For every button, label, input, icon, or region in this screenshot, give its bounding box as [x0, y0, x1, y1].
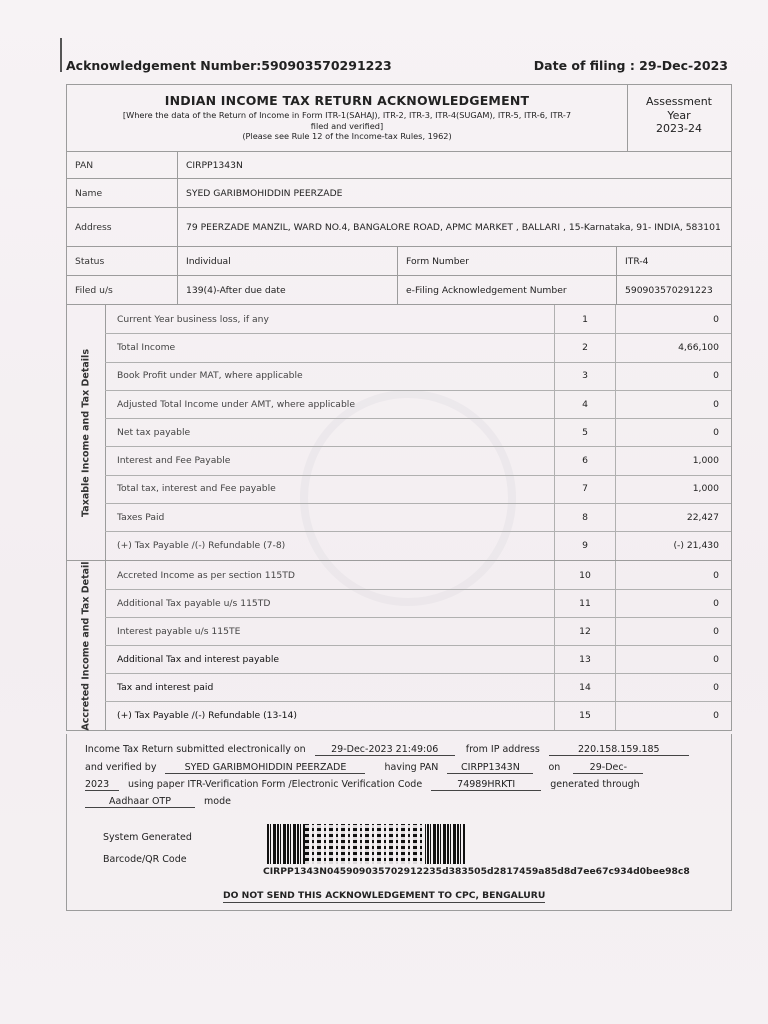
row-value: 4,66,100 [678, 341, 719, 353]
row-number: 3 [554, 362, 616, 390]
accreted-income-section [67, 561, 731, 730]
table-row [105, 645, 731, 674]
table-row [105, 503, 731, 532]
table-row [105, 589, 731, 618]
row-value: 0 [713, 370, 719, 382]
efiling-number: 590903570291223 [616, 276, 731, 304]
ip-address: 220.158.159.185 [549, 744, 689, 756]
row-description: Taxes Paid [117, 511, 165, 523]
row-number: 4 [554, 390, 616, 418]
row-number: 1 [554, 305, 616, 333]
row-value: 22,427 [686, 511, 719, 523]
table-row [105, 390, 731, 419]
row-value: 0 [713, 398, 719, 410]
row-value: 1,000 [692, 483, 719, 495]
status-row: Status Individual Form Number ITR-4 [67, 247, 731, 276]
row-description: (+) Tax Payable /(-) Refundable (13-14) [117, 710, 297, 722]
pan-row: PAN CIRPP1343N [67, 152, 731, 179]
acknowledgement-number: Acknowledgement Number:590903570291223 [66, 58, 392, 73]
name-value: SYED GARIBMOHIDDIN PEERZADE [177, 179, 731, 207]
taxable-section-label: Taxable Income and Tax Details [80, 348, 92, 517]
row-value: 0 [713, 597, 719, 609]
form-number: ITR-4 [616, 247, 731, 275]
table-row [105, 531, 731, 559]
verification-date: 29-Dec- [573, 762, 643, 774]
row-value: 0 [713, 569, 719, 581]
table-row [105, 475, 731, 504]
verification-pan: CIRPP1343N [447, 762, 533, 774]
table-row [105, 305, 731, 334]
filed-value: 139(4)-After due date [177, 276, 397, 304]
row-description: Additional Tax payable u/s 115TD [117, 597, 271, 609]
row-value: 0 [713, 426, 719, 438]
row-description: Book Profit under MAT, where applicable [117, 370, 303, 382]
row-description: Additional Tax and interest payable [117, 653, 280, 665]
filed-row: Filed u/s 139(4)-After due date e-Filing Acknowledgement Number 590903570291223 [67, 276, 731, 305]
table-row [105, 447, 731, 476]
row-description: Tax and interest paid [117, 681, 214, 693]
pan-value: CIRPP1343N [177, 152, 731, 178]
taxable-income-section [67, 305, 731, 561]
date-of-filing: Date of filing : 29-Dec-2023 [533, 58, 728, 73]
row-description: (+) Tax Payable /(-) Refundable (7-8) [117, 540, 286, 552]
row-value: 0 [713, 681, 719, 693]
row-value: 0 [713, 653, 719, 665]
name-row: Name SYED GARIBMOHIDDIN PEERZADE [67, 179, 731, 208]
scan-mark [60, 38, 62, 72]
evc-code: 74989HRKTI [431, 779, 541, 791]
verified-by: SYED GARIBMOHIDDIN PEERZADE [165, 762, 365, 774]
row-number: 6 [554, 447, 616, 475]
row-description: Interest payable u/s 115TE [117, 625, 241, 637]
document-title: INDIAN INCOME TAX RETURN ACKNOWLEDGEMENT [164, 93, 530, 108]
address-value: 79 PEERZADE MANZIL, WARD NO.4, BANGALORE ROAD, APMC MARKET , BALLARI , 15-Karnataka, 91- INDIA, 583101 [177, 208, 731, 246]
barcode-text: CIRPP1343N045909035702912235d383505d2817459a85d8d7ee67c934d0bee98c8 [263, 866, 690, 877]
accreted-section-label: Accreted Income and Tax Detail [80, 560, 92, 731]
row-description: Current Year business loss, if any [117, 313, 269, 325]
row-number: 8 [554, 503, 616, 531]
row-description: Adjusted Total Income under AMT, where applicable [117, 398, 355, 410]
acknowledgement-table [66, 84, 732, 731]
row-number: 10 [554, 561, 616, 589]
table-row [105, 362, 731, 391]
top-line [66, 56, 728, 76]
table-row [105, 333, 731, 362]
row-value: 0 [713, 313, 719, 325]
assessment-year: Assessment Year 2023-24 [646, 95, 712, 135]
row-value: 0 [713, 710, 719, 722]
table-row [105, 418, 731, 447]
row-number: 5 [554, 418, 616, 446]
verification-mode: Aadhaar OTP [85, 796, 195, 808]
row-value: 1,000 [692, 455, 719, 467]
row-number: 15 [554, 702, 616, 730]
row-value: (-) 21,430 [673, 540, 719, 552]
cpc-notice: DO NOT SEND THIS ACKNOWLEDGEMENT TO CPC, BENGALURU [223, 890, 546, 901]
row-number: 13 [554, 645, 616, 673]
row-description: Total Income [117, 341, 176, 353]
row-description: Net tax payable [117, 426, 191, 438]
row-number: 12 [554, 617, 616, 645]
row-number: 11 [554, 589, 616, 617]
status-value: Individual [177, 247, 397, 275]
table-row [105, 673, 731, 702]
table-row [105, 561, 731, 590]
row-number: 7 [554, 475, 616, 503]
table-row [105, 702, 731, 730]
row-description: Accreted Income as per section 115TD [117, 569, 295, 581]
submission-datetime: 29-Dec-2023 21:49:06 [315, 744, 455, 756]
header [67, 85, 731, 152]
row-number: 14 [554, 673, 616, 701]
verification-footer: Income Tax Return submitted electronically on 29-Dec-2023 21:49:06 from IP address 220.158.159.185 and verified by SYED GARIBMOHIDDIN PEERZADE having PAN CIRPP1343N on 29-Dec- 2023 using paper ITR-Verification Form /Electronic Verification Code 74989HRKTI generated through Aadhaar OTP mode System Generated Barcode/QR Code CIRPP1343N045909035702912235d383505d2817459a85d8d7ee67c934d0bee98c8 DO NOT SEND THIS ACKNOWLEDGEMENT TO CPC, BENGALURU [66, 734, 732, 911]
address-row: Address 79 PEERZADE MANZIL, WARD NO.4, BANGALORE ROAD, APMC MARKET , BALLARI , 15-Karnataka, 91- INDIA, 583101 [67, 208, 731, 247]
qr-code [305, 824, 425, 864]
row-number: 2 [554, 333, 616, 361]
document-subtitle: [Where the data of the Return of Income in Form ITR-1(SAHAJ), ITR-2, ITR-3, ITR-4(SUGAM), ITR-5, ITR-6, ITR-7 filed and verified] (Please see Rule 12 of the Income-tax Rules, 1962) [122, 110, 572, 141]
row-value: 0 [713, 625, 719, 637]
row-description: Total tax, interest and Fee payable [117, 483, 276, 495]
table-row [105, 617, 731, 646]
row-description: Interest and Fee Payable [117, 455, 231, 467]
row-number: 9 [554, 531, 616, 559]
